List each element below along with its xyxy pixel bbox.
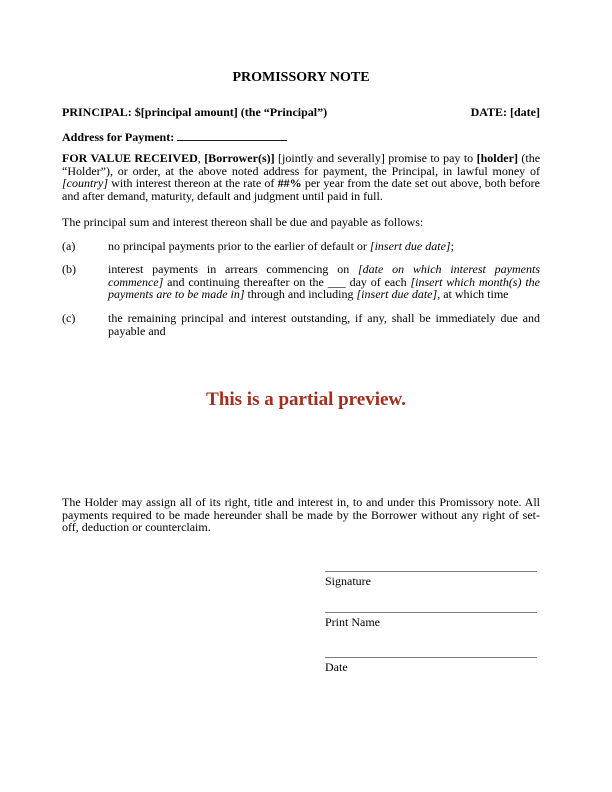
list-marker-a: (a) bbox=[62, 239, 76, 253]
signature-field bbox=[325, 571, 537, 589]
address-label: Address for Payment: bbox=[62, 130, 175, 144]
for-value-received-paragraph: FOR VALUE RECEIVED, [Borrower(s)] [jointly and severally] promise to pay to [holder] (the “Holder”), or order, at the above noted address for payment, the Principal, in lawful money of [country] with interest thereon at the rate of ##% per year from the date set out above, both before and after demand, maturity, default and judgment until paid in full. bbox=[62, 151, 541, 203]
print-name-label: Print Name bbox=[325, 615, 380, 629]
list-text-a: no principal payments prior to the earlier of default or [insert due date]; bbox=[108, 239, 454, 253]
due-payable-intro: The principal sum and interest thereon shall be due and payable as follows: bbox=[62, 215, 424, 229]
list-item-b bbox=[62, 263, 540, 301]
address-blank-line[interactable] bbox=[177, 129, 287, 141]
partial-preview-notice: This is a partial preview. bbox=[206, 389, 406, 410]
list-marker-b: (b) bbox=[62, 262, 76, 276]
list-text-b: interest payments in arrears commencing on [date on which interest payments commence] and continuing thereafter on the ___ day of each [insert which month(s) the payments are to be made in] through and including [insert due date], at which time bbox=[108, 262, 540, 302]
date-field bbox=[325, 657, 537, 675]
signature-label: Signature bbox=[325, 574, 371, 588]
list-marker-c: (c) bbox=[62, 311, 76, 325]
list-text-c: the remaining principal and interest outstanding, if any, shall be immediately due and payable and bbox=[108, 311, 540, 338]
date-label: DATE: [date] bbox=[470, 105, 540, 119]
list-item-c-clipped bbox=[62, 311, 540, 338]
print-name-field bbox=[325, 612, 537, 630]
address-for-payment-row bbox=[62, 129, 540, 144]
list-item-a bbox=[62, 240, 540, 253]
date-label-signature: Date bbox=[325, 660, 348, 674]
document-title: PROMISSORY NOTE bbox=[232, 70, 370, 85]
principal-label: PRINCIPAL: $[principal amount] (the “Principal”) bbox=[62, 105, 328, 119]
assignment-paragraph: The Holder may assign all of its right, title and interest in, to and under this Promissory note. All payments required to be made hereunder shall be made by the Borrower without any right of set-off, deduction or counterclaim. bbox=[62, 495, 540, 535]
principal-date-row bbox=[62, 106, 540, 119]
signature-block bbox=[325, 571, 537, 675]
